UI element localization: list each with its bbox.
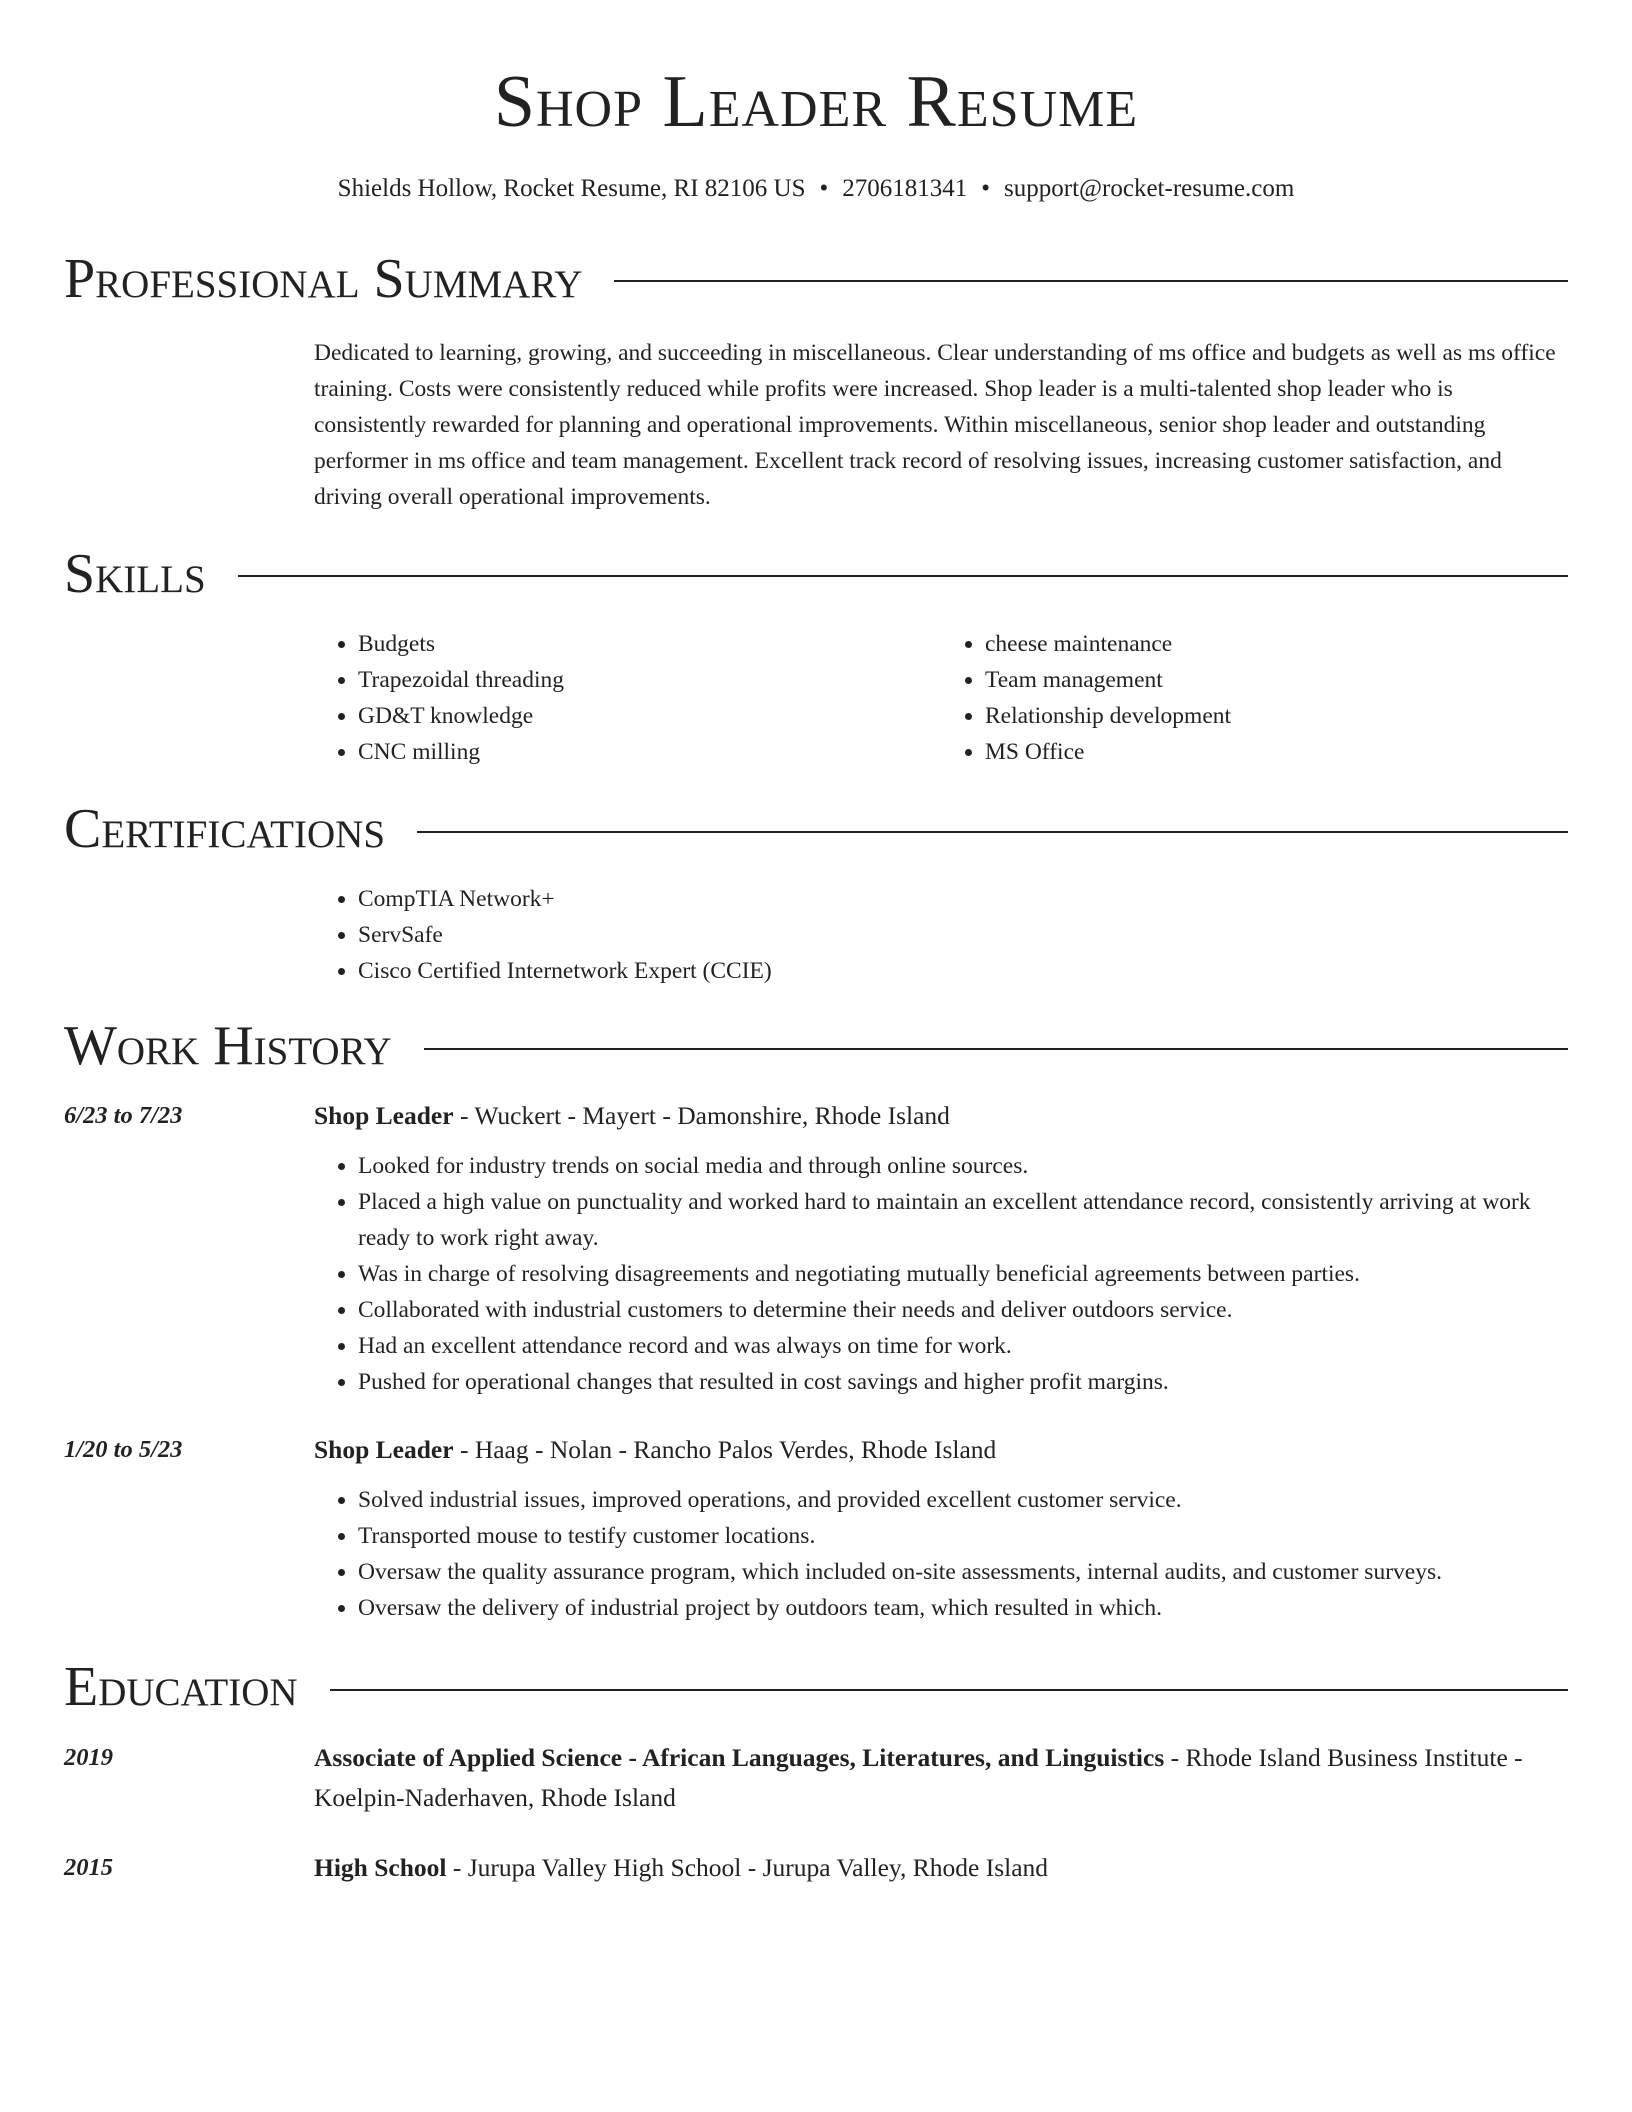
certification-item: • CompTIA Network+ xyxy=(358,881,1568,917)
education-entry xyxy=(64,1848,1568,1888)
education-details: - Jurupa Valley High School - Jurupa Valley, Rhode Island xyxy=(446,1852,1049,1882)
section-divider xyxy=(238,575,1568,577)
job-bullets xyxy=(314,1482,1568,1626)
job-bullet: • Oversaw the quality assurance program, which included on-site assessments, internal audits, and customer surveys. xyxy=(358,1554,1568,1590)
work-headline xyxy=(314,1096,1568,1136)
work-headline xyxy=(314,1430,1568,1470)
section-divider xyxy=(424,1048,1568,1050)
job-bullet: • Transported mouse to testify customer locations. xyxy=(358,1518,1568,1554)
contact-separator: • xyxy=(819,175,829,203)
skill-item: • Team management xyxy=(985,662,1568,698)
certification-item: • Cisco Certified Internetwork Expert (CCIE) xyxy=(358,953,1568,989)
job-title: Shop Leader xyxy=(314,1435,454,1465)
skill-item: • GD&T knowledge xyxy=(358,698,941,734)
certifications-section-header xyxy=(64,796,1568,863)
contact-phone: 2706181341 xyxy=(842,175,968,203)
certifications-heading: Certifications xyxy=(64,797,386,860)
job-bullet: • Had an excellent attendance record and was always on time for work. xyxy=(358,1328,1568,1364)
contact-address: Shields Hollow, Rocket Resume, RI 82106 US xyxy=(337,175,806,203)
job-bullet: • Was in charge of resolving disagreements and negotiating mutually beneficial agreements between parties. xyxy=(358,1256,1568,1292)
education-headline xyxy=(314,1738,1568,1818)
work-dates: 1/20 to 5/23 xyxy=(64,1436,183,1464)
contact-separator: • xyxy=(981,175,991,203)
education-year: 2019 xyxy=(64,1743,113,1771)
skill-item: • Relationship development xyxy=(985,698,1568,734)
education-year: 2015 xyxy=(64,1853,113,1881)
contact-line xyxy=(64,173,1568,206)
skills-column-right xyxy=(941,626,1568,770)
degree: Associate of Applied Science - African Languages, Literatures, and Linguistics xyxy=(314,1742,1165,1772)
education-section-header xyxy=(64,1654,1568,1721)
degree: High School xyxy=(314,1852,447,1882)
skill-item: • MS Office xyxy=(985,734,1568,770)
job-bullet: • Looked for industry trends on social media and through online sources. xyxy=(358,1148,1568,1184)
education-headline xyxy=(314,1848,1568,1888)
job-bullets xyxy=(314,1148,1568,1400)
resume-title: Shop Leader Resume xyxy=(493,61,1139,143)
skills-list xyxy=(314,626,1568,770)
skills-heading: Skills xyxy=(64,542,206,605)
contact-email[interactable]: support@rocket-resume.com xyxy=(1004,175,1295,203)
job-bullet: • Collaborated with industrial customers to determine their needs and deliver outdoors service. xyxy=(358,1292,1568,1328)
job-bullet: • Solved industrial issues, improved operations, and provided excellent customer service. xyxy=(358,1482,1568,1518)
skill-item: • cheese maintenance xyxy=(985,626,1568,662)
skill-item: • Budgets xyxy=(358,626,941,662)
work-entry xyxy=(64,1430,1568,1626)
work-dates: 6/23 to 7/23 xyxy=(64,1102,183,1130)
education-heading: Education xyxy=(64,1656,298,1719)
education-details: - Rhode Island Business Institute - Koelpin-Naderhaven, Rhode Island xyxy=(314,1742,1523,1812)
skill-item: • Trapezoidal threading xyxy=(358,662,941,698)
work-history-heading: Work History xyxy=(64,1015,392,1078)
education-entry xyxy=(64,1738,1568,1818)
job-details: - Haag - Nolan - Rancho Palos Verdes, Rhode Island xyxy=(453,1435,997,1465)
skills-section-header xyxy=(64,541,1568,608)
section-divider xyxy=(417,831,1568,833)
certification-item: • ServSafe xyxy=(358,917,1568,953)
section-divider xyxy=(330,1689,1568,1691)
job-bullet: • Oversaw the delivery of industrial project by outdoors team, which resulted in which. xyxy=(358,1590,1568,1626)
skill-item: • CNC milling xyxy=(358,734,941,770)
section-divider xyxy=(614,280,1568,282)
work-entry xyxy=(64,1096,1568,1400)
job-bullet: • Placed a high value on punctuality and worked hard to maintain an excellent attendance record, consistently arriving at work ready to work right away. xyxy=(358,1184,1568,1256)
job-title: Shop Leader xyxy=(314,1101,454,1131)
job-details: - Wuckert - Mayert - Damonshire, Rhode Island xyxy=(453,1101,950,1131)
skills-column-left xyxy=(314,626,941,770)
job-bullet: • Pushed for operational changes that resulted in cost savings and higher profit margins. xyxy=(358,1364,1568,1400)
summary-section-header xyxy=(64,246,1568,313)
certifications-list xyxy=(314,881,1568,989)
work-history-section-header xyxy=(64,1013,1568,1080)
summary-text: Dedicated to learning, growing, and succeeding in miscellaneous. Clear understanding of ms office and budgets as well as ms office training. Costs were consistently reduced while profits were increased. Shop leader is a multi-talented shop leader who is consistently rewarded for planning and operational improvements. Within miscellaneous, senior shop leader and outstanding performer in ms office and team management. Excellent track record of resolving issues, increasing customer satisfaction, and driving overall operational improvements. xyxy=(314,339,1556,510)
summary-heading: Professional Summary xyxy=(64,247,583,310)
